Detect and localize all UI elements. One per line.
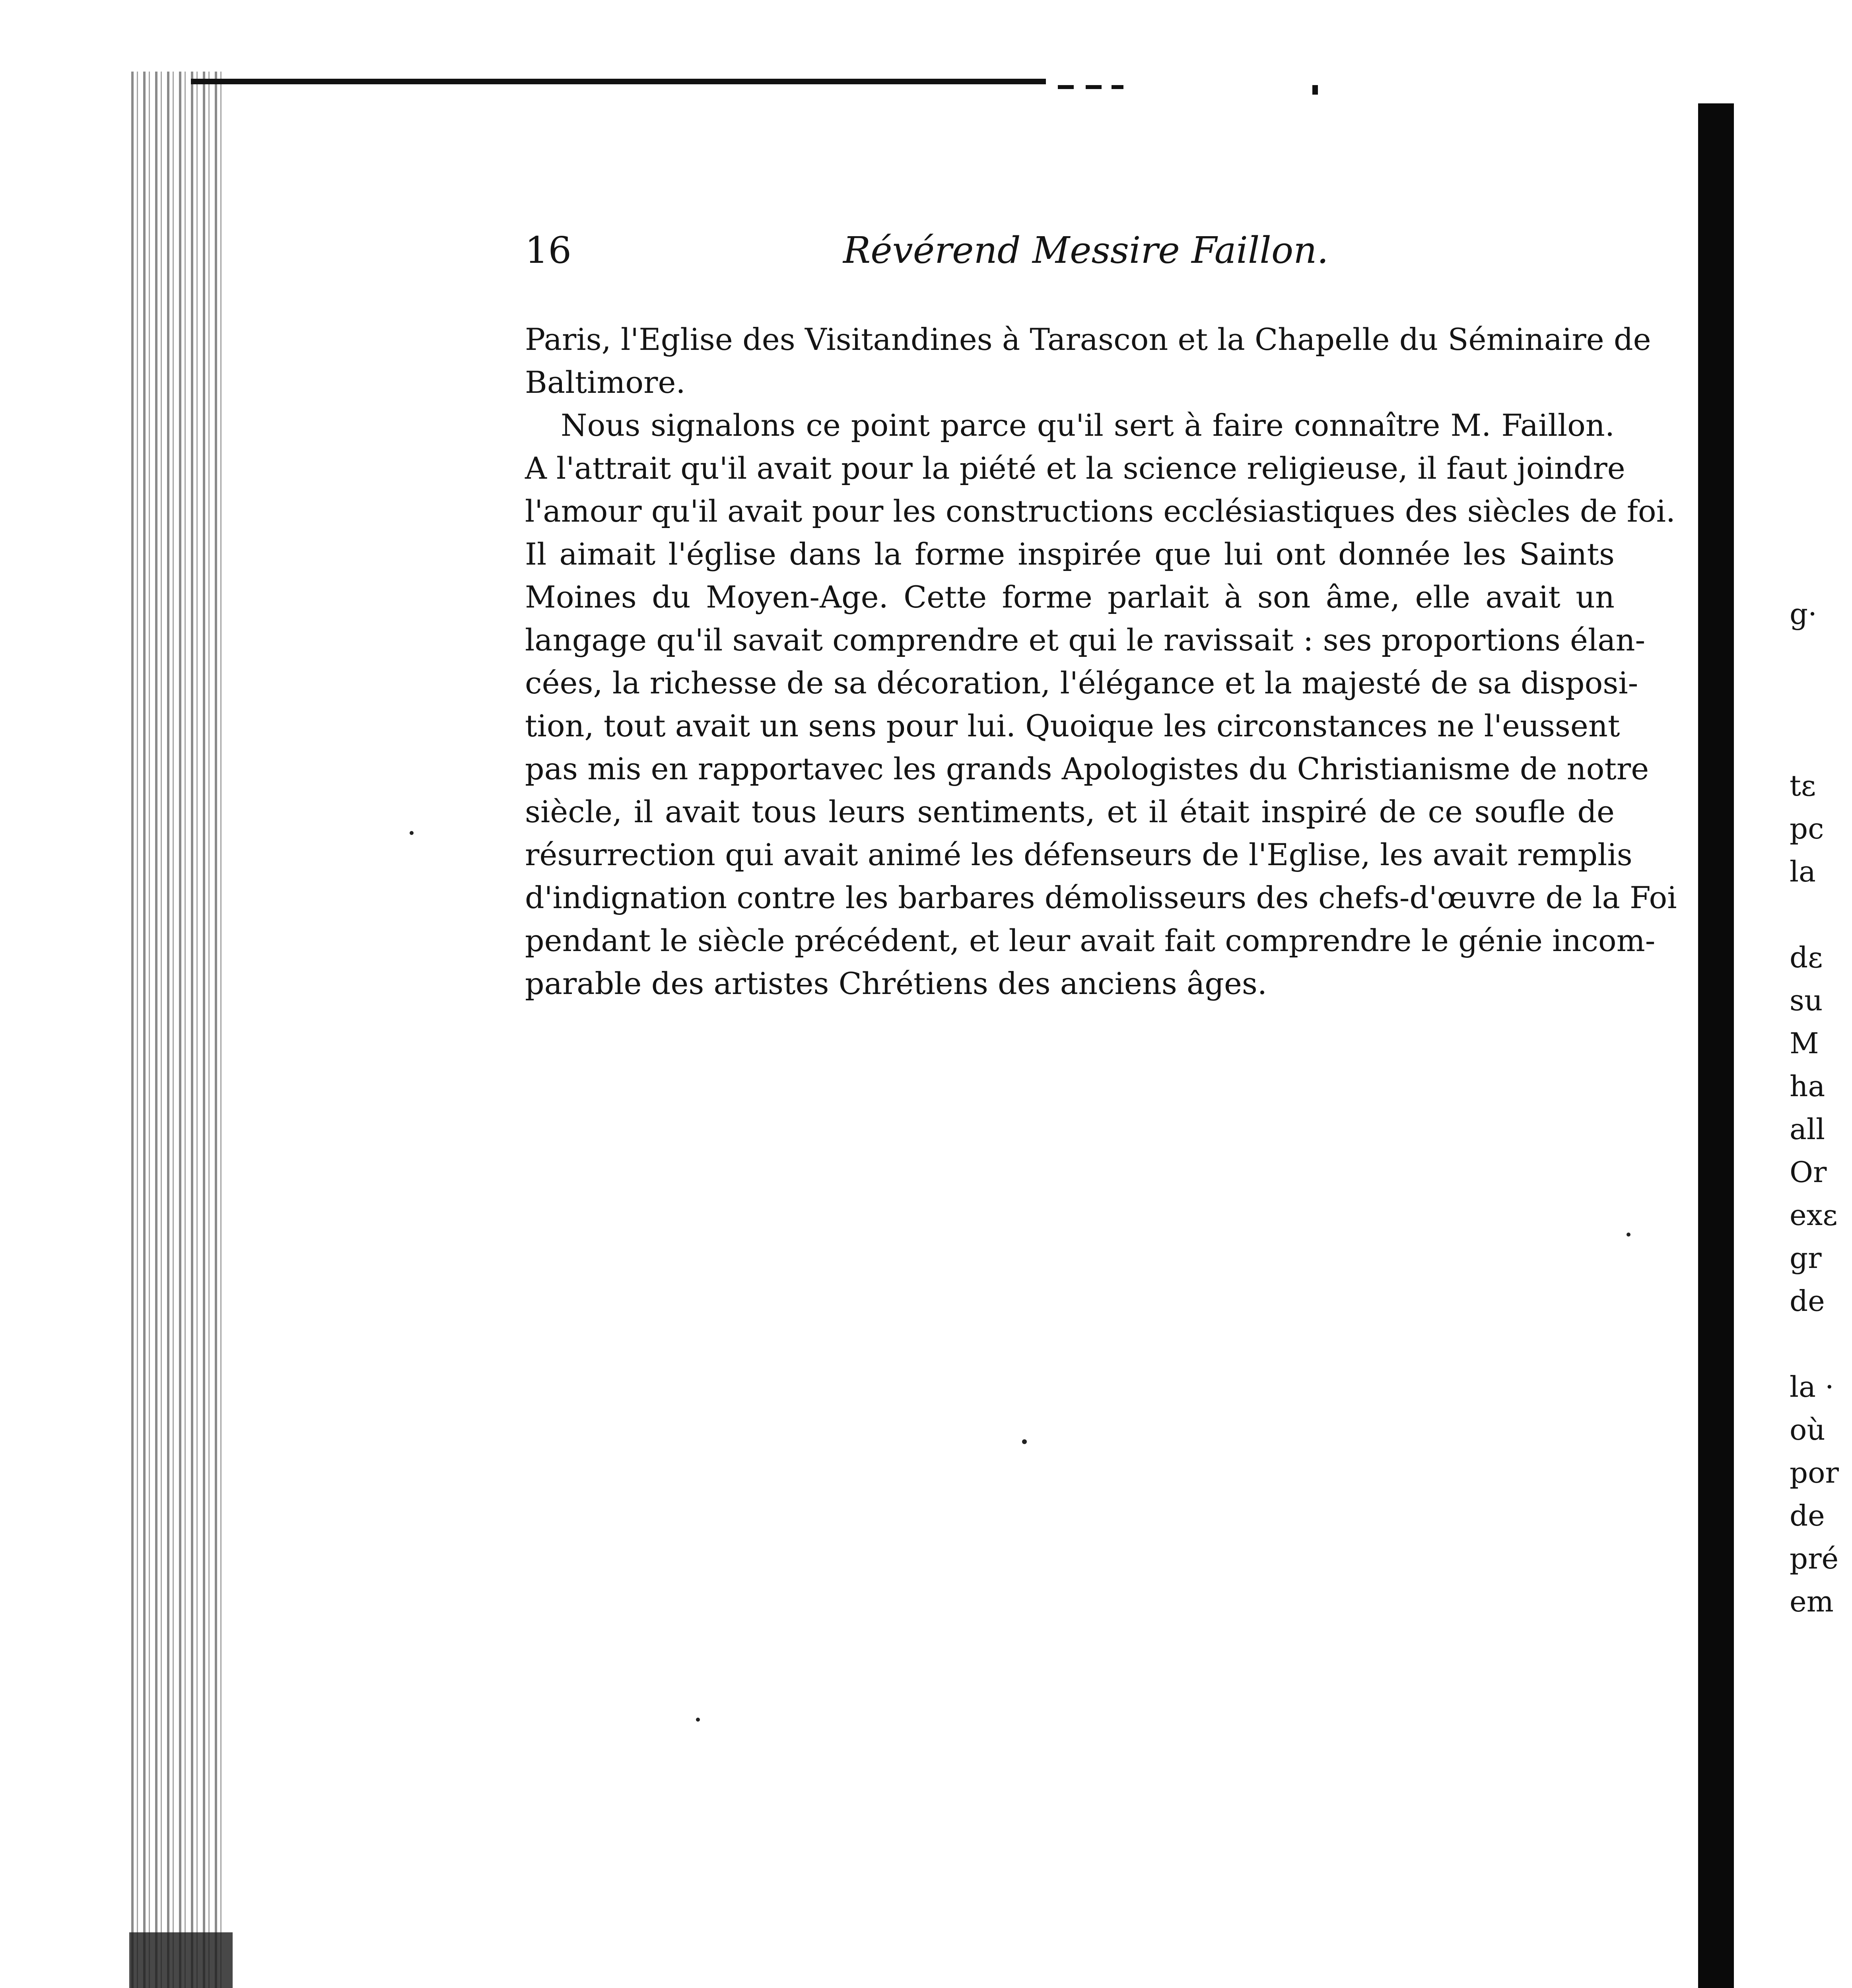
fragment: la · (1790, 1370, 1834, 1404)
fragment: gr (1790, 1241, 1822, 1275)
page-number: 16 (525, 229, 572, 272)
fragment: pc (1790, 812, 1824, 845)
text-line: Moines du Moyen-Age. Cette forme parlait à son âme, elle avait un (525, 579, 1615, 615)
fragment (1790, 721, 1849, 764)
fragment: em (1790, 1585, 1834, 1618)
book-gutter (131, 72, 223, 1988)
fragment: où (1790, 1413, 1825, 1446)
text-line: l'amour qu'il avait pour les constructions ecclésiastiques des siècles de foi. (525, 493, 1676, 529)
text-line: pas mis en rapportavec les grands Apologistes du Christianisme de notre (525, 751, 1649, 786)
text-line: résurrection qui avait animé les défenseurs de l'Eglise, les avait remplis (525, 837, 1632, 872)
text-line: Baltimore. (525, 365, 686, 400)
text-line: parable des artistes Chrétiens des anciens âges. (525, 966, 1267, 1001)
text-line: A l'attrait qu'il avait pour la piété et la science religieuse, il faut joindre (525, 450, 1625, 486)
fragment: pré (1790, 1542, 1839, 1575)
fragment: exε (1790, 1198, 1838, 1232)
top-edge-dash (1086, 85, 1102, 89)
scan-speck (410, 831, 414, 835)
top-edge-dash (1112, 85, 1123, 89)
scan-speck (1022, 1439, 1027, 1444)
fragment: dε (1790, 941, 1823, 974)
text-line: Il aimait l'église dans la forme inspirée que lui ont donnée les Saints (525, 536, 1615, 572)
running-head (525, 223, 1623, 278)
gutter-shadow (129, 1932, 233, 1988)
fragment: su (1790, 984, 1823, 1017)
body-paragraphs (525, 318, 1677, 1005)
fragment: all (1790, 1112, 1825, 1146)
fragment: la (1790, 855, 1816, 888)
top-page-edge (191, 79, 1046, 84)
fragment: M (1790, 1027, 1819, 1060)
fragment: g· (1790, 597, 1817, 631)
text-line: d'indignation contre les barbares démolisseurs des chefs-d'œuvre de la Foi (525, 880, 1677, 915)
scan-speck (1627, 1233, 1630, 1237)
top-edge-dash (1058, 85, 1074, 89)
top-edge-dash (1312, 85, 1318, 95)
opposite-page-edge (1698, 103, 1734, 1988)
fragment (1790, 1322, 1849, 1365)
fragment (1790, 678, 1849, 721)
fragment: de (1790, 1499, 1825, 1532)
fragment (1790, 893, 1849, 936)
fragment: Or (1790, 1155, 1827, 1189)
fragment: por (1790, 1456, 1839, 1489)
fragment (1790, 635, 1849, 678)
opposite-page-fragments (1790, 592, 1849, 1623)
text-line: tion, tout avait un sens pour lui. Quoique les circonstances ne l'eussent (525, 708, 1620, 744)
text-line: langage qu'il savait comprendre et qui le ravissait : ses proportions élan- (525, 622, 1646, 658)
text-line: cées, la richesse de sa décoration, l'élégance et la majesté de sa disposi- (525, 665, 1638, 701)
scan-speck (696, 1718, 700, 1722)
text-line: pendant le siècle précédent, et leur avait fait comprendre le génie incom- (525, 923, 1656, 958)
fragment: de (1790, 1284, 1825, 1318)
running-title: Révérend Messire Faillon. (843, 229, 1329, 272)
text-line: siècle, il avait tous leurs sentiments, et il était inspiré de ce soufle de (525, 794, 1615, 829)
fragment: ha (1790, 1070, 1825, 1103)
text-line: Paris, l'Eglise des Visitandines à Tarascon et la Chapelle du Séminaire de (525, 322, 1651, 357)
text-line: Nous signalons ce point parce qu'il sert à faire connaître M. Faillon. (561, 408, 1615, 443)
fragment: tε (1790, 769, 1816, 802)
